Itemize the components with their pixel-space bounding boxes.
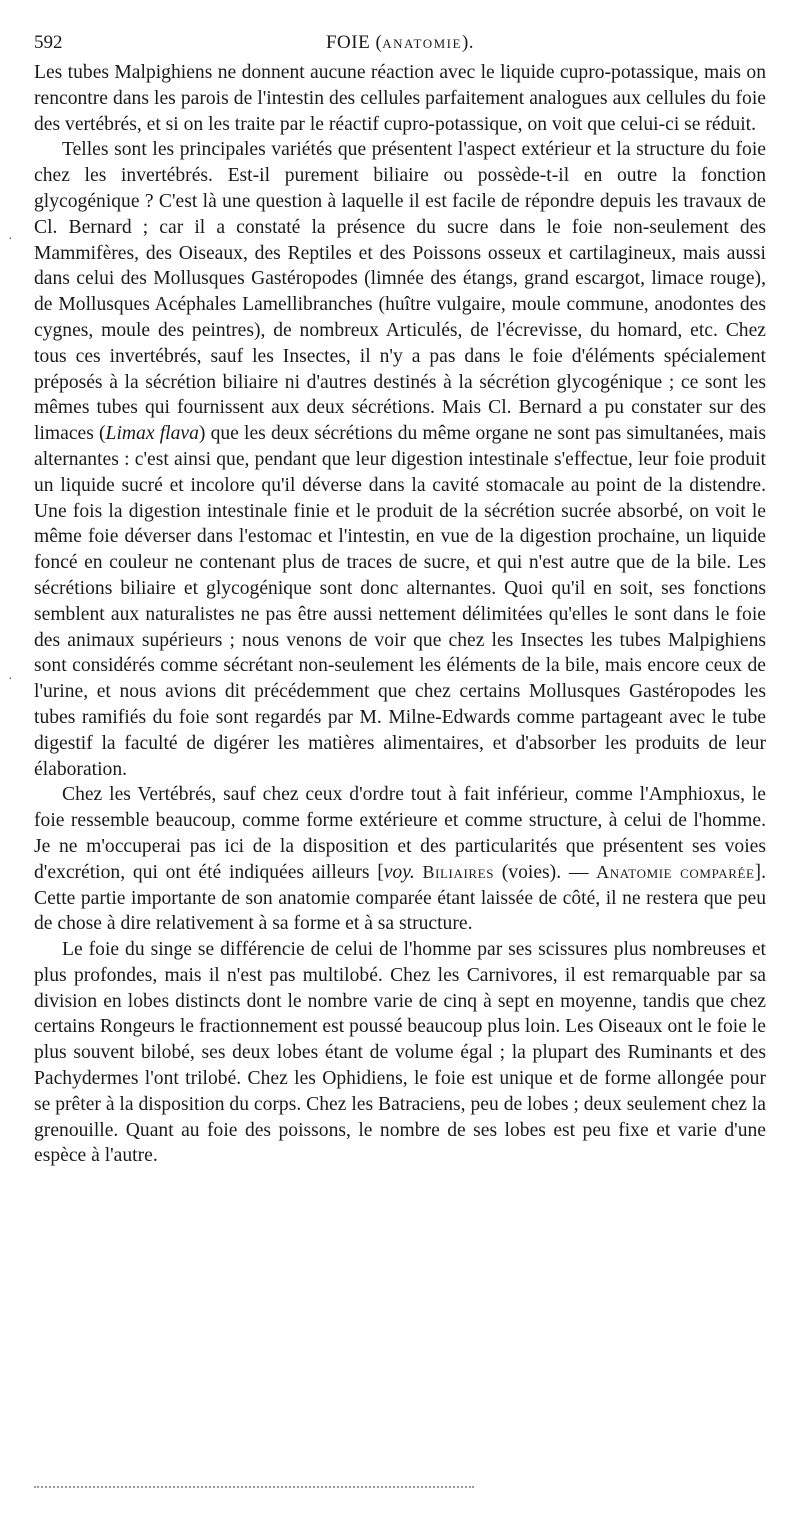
paragraph-2-text-a: Telles sont les principales variétés que présentent l'aspect extérieur et la structure du foie chez les invertébrés. Est-il purement biliaire ou possède-t-il en outre la fonction glycogénique ? C'est là une question à laquelle il est facile de répondre depuis les travaux de Cl. Bernard ; car il a constaté la présence du sucre dans le foie non-seulement des Mammifères, des Oiseaux, des Reptiles et des Poissons osseux et cartilagineux, mais aussi dans celui des Mollusques Gastéropodes (limnée des étangs, grand escargot, limace rouge), de Mollusques Acéphales Lamellibranches (huître vulgaire, moule commune, anodontes des cygnes, moule des peintres), de nombreux Articulés, de l'écrevisse, du homard, etc. Chez tous ces invertébrés, sauf les Insectes, il n'y a pas dans le foie d'éléments spécialement préposés à la sécrétion biliaire ni d'autres destinés à la sécrétion glycogénique ; ce sont les mêmes tubes qui fournissent aux deux sécrétions. Mais Cl. Bernard a pu constater sur des limaces ( <box>34 139 766 445</box>
running-title <box>34 26 766 61</box>
footer-rule <box>34 1486 474 1488</box>
paragraph-3-text-b: (voies). — <box>494 861 597 883</box>
paragraph-3-smallcaps-1: Biliaires <box>422 861 495 882</box>
paragraph-3-italic: voy. <box>383 861 415 883</box>
paragraph-1-text: Les tubes Malpighiens ne donnent aucune réaction avec le liquide cupro-potassique, mais on rencontre dans les parois de l'intestin des cellules parfaitement analogues aux cellules du foie des vertébrés, et si on les traite par le réactif cupro-potassique, on voit que celui-ci se réduit. <box>34 62 766 135</box>
paragraph-2 <box>34 137 766 782</box>
running-head <box>34 26 766 60</box>
paragraph-2-text-b: ) que les deux sécrétions du même organe ne sont pas simultanées, mais alternantes : c'est ainsi que, pendant que leur digestion intestinale s'effectue, leur foie produit un liquide sucré et incolore qu'il déverse dans la cavité stomacale au point de la distendre. Une fois la digestion intestinale finie et le produit de la sécrétion sucrée absorbé, on voit le même foie déverser dans l'estomac et l'intestin, en vue de la digestion prochaine, un liquide foncé en couleur ne contenant plus de traces de sucre, et qui n'est autre que de la bile. Les sécrétions biliaire et glycogénique sont donc alternantes. Quoi qu'il en soit, ses fonctions semblent aux naturalistes ne pas être aussi nettement délimitées qu'elles le sont dans le foie des animaux supérieurs ; nous venons de voir que chez les Insectes les tubes Malpighiens sont considérés comme sécrétant non-seulement les éléments de la bile, mais encore ceux de l'urine, et nous avions dit précédemment que chez certains Mollusques Gastéropodes les tubes ramifiés du foie sont regardés par M. Milne-Edwards comme partageant avec le tube digestif la faculté de digérer les matières alimentaires, et d'absorber les produits de leur élaboration. <box>34 423 767 780</box>
paragraph-4 <box>34 937 766 1169</box>
paragraph-3-text-c: ]. Cette partie importante de son anatomie comparée étant laissée de côté, il ne restera que peu de chose à dire relativement à sa forme et à sa structure. <box>34 861 766 935</box>
page-number: 592 <box>34 32 63 53</box>
margin-mark: · <box>8 672 13 687</box>
running-title-smallcaps: ANATOMIE <box>382 36 462 51</box>
paragraph-4-text: Le foie du singe se différencie de celui de l'homme par ses scissures plus nombreuses et plus profondes, mais il n'est pas multilobé. Chez les Carnivores, il est remarquable par sa division en lobes distincts dont le nombre varie de cinq à sept en moyenne, tandis que chez certains Rongeurs le fractionnement est poussé beaucoup plus loin. Les Oiseaux ont le foie le plus souvent bilobé, ses deux lobes étant de volume égal ; la plupart des Ruminants et des Pachydermes l'ont trilobé. Chez les Ophidiens, le foie est unique et de forme allongée pour se prêter à la disposition du corps. Chez les Batraciens, peu de lobes ; deux seulement chez la grenouille. Quant au foie des poissons, le nombre de ses lobes est peu fixe et varie d'une espèce à l'autre. <box>34 939 766 1167</box>
paragraph-2-italic: Limax flava <box>105 423 199 445</box>
body-text <box>34 60 766 1169</box>
paragraph-3 <box>34 782 766 937</box>
paragraph-1 <box>34 60 766 137</box>
running-title-main: FOIE ( <box>325 32 383 53</box>
paragraph-3-text-a: Chez les Vertébrés, sauf chez ceux d'ordre tout à fait inférieur, comme l'Amphioxus, le foie ressemble beaucoup, comme forme extérieure et comme structure, à celui de l'homme. Je ne m'occuperai pas ici de la disposition et des particularités que présentent ses voies d'excrétion, qui ont été indiquées ailleurs [ <box>34 784 766 883</box>
paragraph-3-smallcaps-2: Anatomie comparée <box>596 861 755 882</box>
document-page <box>34 26 766 1169</box>
margin-mark: · <box>8 232 13 247</box>
running-title-end: ). <box>461 32 475 53</box>
